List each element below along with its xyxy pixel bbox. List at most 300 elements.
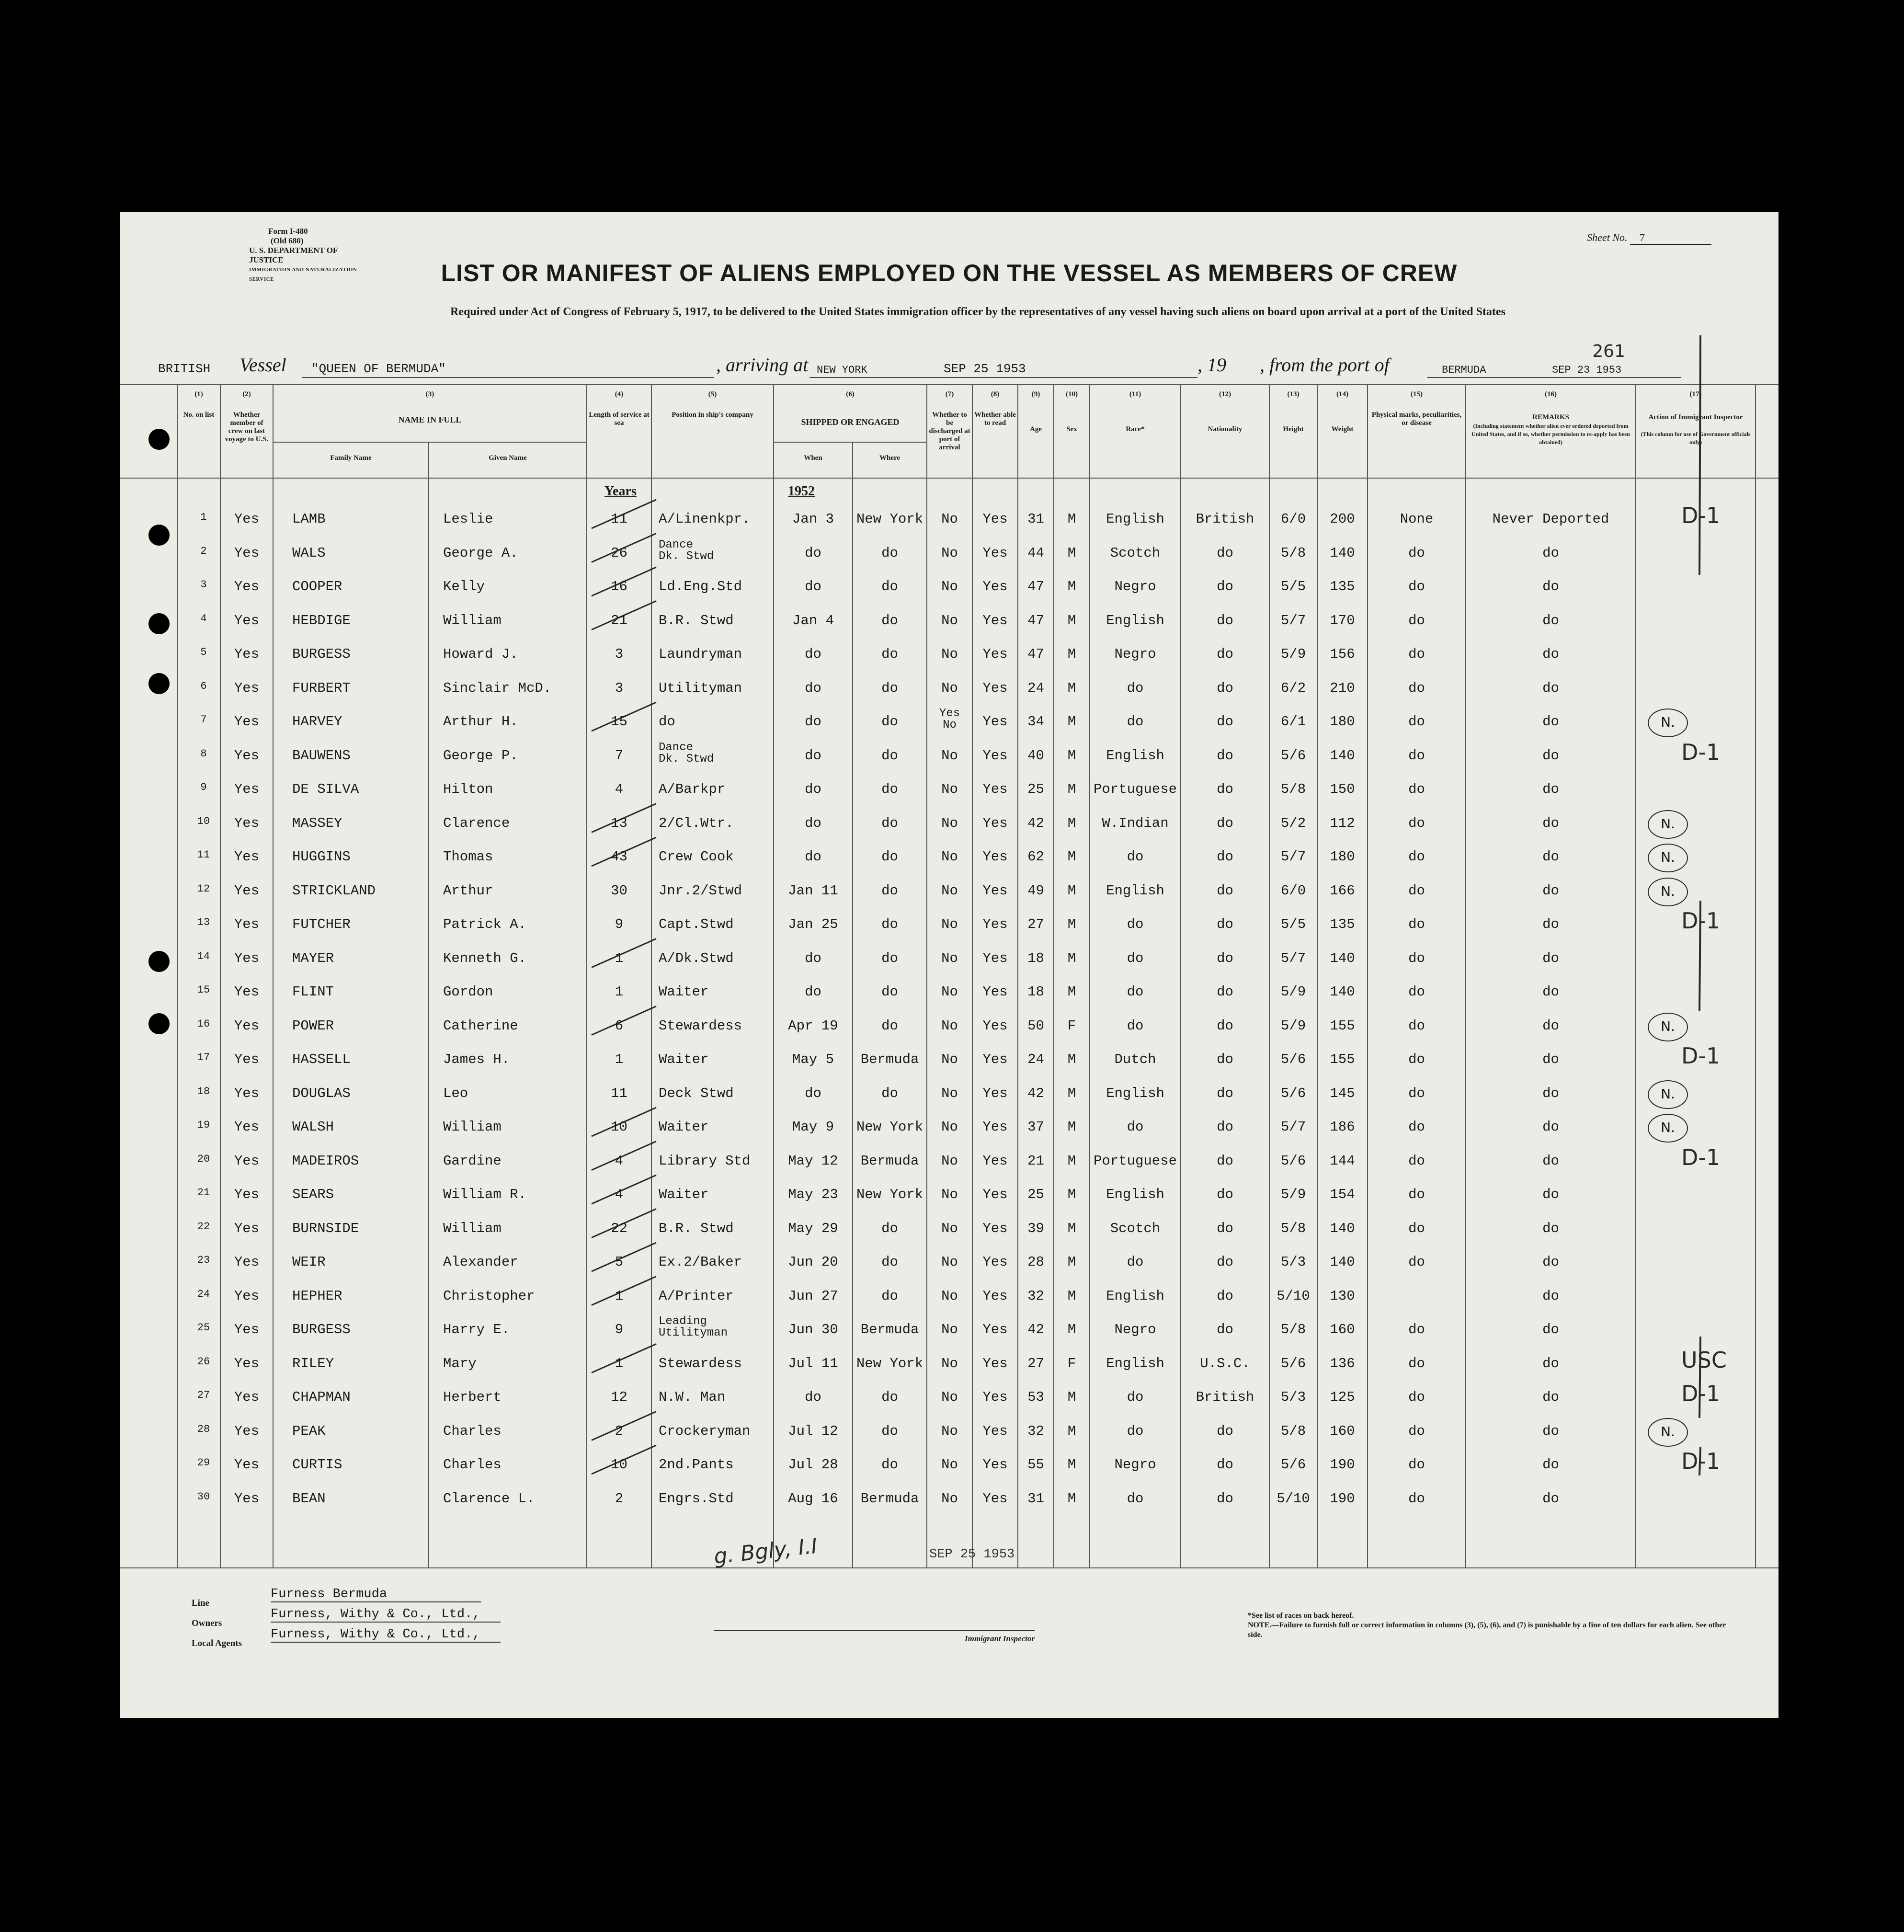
cell-age: 47 [1027,579,1044,594]
cell-nationality: do [1217,1423,1233,1439]
cell-given: George A. [443,545,518,561]
cell-given: Leo [443,1085,468,1101]
cell-race: do [1127,1119,1144,1135]
cell-service: 10 [611,1119,627,1135]
cell-discharge: No [941,747,958,764]
cell-nationality: do [1217,612,1233,629]
c14-number: (14) [1336,390,1348,398]
cell-position: 2/Cl.Wtr. [659,815,734,831]
cell-age: 47 [1027,612,1044,629]
cell-position: Crew Cook [659,849,734,865]
cell-no: 25 [197,1322,210,1334]
cell-no: 8 [200,747,207,760]
inspector-action-mark: N. [1648,709,1688,737]
cell-given: Arthur [443,882,493,899]
cell-position: Laundryman [659,646,742,662]
cell-position: Engrs.Std [659,1490,734,1507]
c8-label: Whether able to read [974,411,1016,427]
cell-service: 12 [611,1389,627,1405]
cell-last: Yes [234,545,260,561]
cell-age: 39 [1027,1220,1044,1236]
cell-weight: 210 [1330,680,1355,696]
cell-height: 6/1 [1280,714,1306,730]
cell-nationality: do [1217,1153,1233,1169]
cell-when: do [805,1085,821,1101]
c7-label: Whether to be discharged at port of arrival [929,411,970,451]
cell-remarks: do [1542,1254,1559,1270]
cell-where: do [881,680,898,696]
cell-race: Negro [1114,1457,1156,1473]
cell-where: do [881,1423,898,1439]
cell-service: 1 [615,984,624,1000]
cell-sex: F [1067,1355,1076,1372]
inspector-action-mark: N. [1648,1013,1688,1041]
cell-service: 21 [611,612,627,629]
cell-sex: M [1067,1254,1076,1270]
cell-family: MADEIROS [292,1153,359,1169]
cell-discharge: No [941,882,958,899]
cell-age: 40 [1027,747,1044,764]
cell-read: Yes [982,1017,1008,1034]
cell-nationality: do [1217,950,1233,966]
cell-age: 24 [1027,680,1044,696]
cell-given: Thomas [443,849,493,865]
cell-discharge: No [941,1085,958,1101]
cell-height: 5/8 [1280,1220,1306,1236]
cell-marks: do [1408,1017,1425,1034]
punch-hole [148,429,170,450]
c16-label: REMARKS [1532,413,1569,421]
cell-read: Yes [982,545,1008,561]
cell-height: 6/0 [1280,511,1306,527]
cell-weight: 170 [1330,612,1355,629]
cell-position: Stewardess [659,1355,742,1372]
cell-where: do [881,545,898,561]
cell-discharge: No [941,1288,958,1304]
cell-no: 23 [197,1254,210,1266]
cell-service: 6 [615,1017,624,1034]
cell-when: do [805,849,821,865]
cell-age: 32 [1027,1423,1044,1439]
cell-height: 5/9 [1280,984,1306,1000]
cell-no: 26 [197,1355,210,1368]
cell-service: 15 [611,714,627,730]
cell-family: FUTCHER [292,916,351,932]
cell-marks: do [1408,950,1425,966]
reference-number: 261 [1592,342,1625,361]
cell-read: Yes [982,950,1008,966]
cell-weight: 140 [1330,545,1355,561]
cell-marks: do [1408,1322,1425,1338]
cell-service: 3 [615,680,624,696]
cell-read: Yes [982,1119,1008,1135]
cell-age: 25 [1027,1187,1044,1202]
cell-nationality: do [1217,1017,1233,1034]
cell-no: 9 [200,781,207,793]
cell-discharge: No [941,1017,958,1034]
cell-race: Negro [1114,646,1156,662]
cell-marks: do [1408,579,1425,594]
inspector-action-mark: USC [1681,1347,1727,1373]
cell-last: Yes [234,1457,260,1473]
cell-age: 18 [1027,984,1044,1000]
c6-where-label: Where [879,454,901,462]
cell-position: Library Std [659,1153,751,1169]
cell-discharge: No [941,984,958,1000]
cell-family: WALSH [292,1119,334,1135]
cell-last: Yes [234,680,260,696]
cell-when: May 29 [788,1220,838,1236]
cell-age: 37 [1027,1119,1044,1135]
cell-marks: do [1408,781,1425,797]
cell-family: WEIR [292,1254,326,1270]
cell-where: do [881,916,898,932]
cell-when: Jan 11 [788,882,838,899]
cell-read: Yes [982,1490,1008,1507]
cell-marks: do [1408,1220,1425,1236]
cell-discharge: No [941,950,958,966]
cell-position: Waiter [659,1187,709,1202]
cell-marks: do [1408,815,1425,831]
cell-remarks: do [1542,781,1559,797]
cell-sex: M [1067,849,1076,865]
cell-where: do [881,849,898,865]
cell-weight: 135 [1330,579,1355,594]
cell-nationality: do [1217,545,1233,561]
cell-given: Patrick A. [443,916,527,932]
c10-number: (10) [1066,390,1078,398]
cell-race: Negro [1114,1322,1156,1338]
c3-number: (3) [425,390,434,398]
form-old-number: (Old 680) [271,236,304,245]
cell-race: Dutch [1114,1052,1156,1067]
cell-discharge: No [941,1355,958,1372]
cell-remarks: do [1542,680,1559,696]
cell-nationality: do [1217,1220,1233,1236]
cell-weight: 186 [1330,1119,1355,1135]
cell-race: English [1106,511,1164,527]
cell-sex: M [1067,1288,1076,1304]
cell-no: 1 [200,511,207,523]
cell-read: Yes [982,882,1008,899]
cell-family: CURTIS [292,1457,342,1473]
cell-read: Yes [982,1457,1008,1473]
cell-marks: do [1408,1423,1425,1439]
cell-position: Jnr.2/Stwd [659,882,742,899]
cell-position: A/Dk.Stwd [659,950,734,966]
cell-no: 19 [197,1119,210,1131]
cell-service: 10 [611,1457,627,1473]
years-subhead: Years [604,484,637,499]
cell-service: 4 [615,1153,624,1169]
line-value: Furness Bermuda [271,1587,481,1602]
cell-age: 49 [1027,882,1044,899]
cell-weight: 140 [1330,950,1355,966]
cell-discharge: No [941,1457,958,1473]
cell-nationality: do [1217,815,1233,831]
cell-last: Yes [234,1119,260,1135]
cell-discharge: No [941,1490,958,1507]
cell-sex: M [1067,1490,1076,1507]
c6-number: (6) [846,390,855,398]
cell-read: Yes [982,1423,1008,1439]
cell-family: BURGESS [292,646,351,662]
cell-age: 50 [1027,1017,1044,1034]
cell-where: do [881,781,898,797]
c16-number: (16) [1545,390,1557,398]
cell-weight: 136 [1330,1355,1355,1372]
c17-label: Action of Immigrant Inspector [1648,413,1743,421]
cell-where: Bermuda [860,1153,919,1169]
cell-nationality: do [1217,1085,1233,1101]
inspector-action-mark: N. [1648,1418,1688,1447]
cell-marks: do [1408,714,1425,730]
page-title: LIST OR MANIFEST OF ALIENS EMPLOYED ON THE VESSEL AS MEMBERS OF CREW [441,260,1458,286]
cell-age: 47 [1027,646,1044,662]
c3-label: NAME IN FULL [398,415,462,424]
cell-marks: do [1408,1052,1425,1067]
cell-where: New York [856,1119,923,1135]
cell-service: 4 [615,781,624,797]
cell-last: Yes [234,1490,260,1507]
cell-position: Ex.2/Baker [659,1254,742,1270]
c2-label: Whether member of crew on last voyage to U.S. [225,411,269,443]
punch-hole [148,525,170,546]
cell-remarks: do [1542,1322,1559,1338]
cell-remarks: do [1542,747,1559,764]
cell-when: do [805,545,821,561]
cell-height: 5/8 [1280,781,1306,797]
year-label: , 19 [1197,354,1226,376]
cell-where: Bermuda [860,1490,919,1507]
cell-family: RILEY [292,1355,334,1372]
cell-discharge: No [941,511,958,527]
cell-weight: 156 [1330,646,1355,662]
cell-race: English [1106,1288,1164,1304]
cell-position: Deck Stwd [659,1085,734,1101]
cell-nationality: do [1217,747,1233,764]
cell-weight: 180 [1330,714,1355,730]
cell-when: Jul 11 [788,1355,838,1372]
cell-sex: M [1067,545,1076,561]
cell-no: 22 [197,1220,210,1233]
cell-when: do [805,984,821,1000]
cell-service: 9 [615,916,624,932]
cell-height: 5/9 [1280,646,1306,662]
inspector-signature-line: Immigrant Inspector [714,1630,1035,1644]
cell-when: do [805,680,821,696]
cell-read: Yes [982,714,1008,730]
cell-service: 1 [615,1355,624,1372]
cell-weight: 130 [1330,1288,1355,1304]
cell-service: 7 [615,747,624,764]
c17-number: (17) [1689,390,1702,398]
arrival-date: SEP 25 1953 [944,362,1026,376]
cell-remarks: do [1542,916,1559,932]
cell-last: Yes [234,1220,260,1236]
cell-where: do [881,612,898,629]
cell-last: Yes [234,1288,260,1304]
cell-nationality: do [1217,1490,1233,1507]
cell-marks: do [1408,916,1425,932]
cell-where: do [881,1389,898,1405]
cell-sex: M [1067,815,1076,831]
cell-position: B.R. Stwd [659,612,734,629]
cell-family: BEAN [292,1490,326,1507]
cell-discharge: No [941,612,958,629]
cell-age: 53 [1027,1389,1044,1405]
service: IMMIGRATION AND NATURALIZATION SERVICE [249,267,357,282]
arriving-label: , arriving at [716,354,809,376]
cell-marks: do [1408,1119,1425,1135]
cell-last: Yes [234,1017,260,1034]
cell-sex: M [1067,680,1076,696]
inspector-action-mark: N. [1648,1080,1688,1109]
cell-remarks: do [1542,1490,1559,1507]
cell-family: DOUGLAS [292,1085,351,1101]
cell-read: Yes [982,646,1008,662]
cell-marks: do [1408,747,1425,764]
cell-weight: 145 [1330,1085,1355,1101]
cell-given: Gordon [443,984,493,1000]
cell-family: LAMB [292,511,326,527]
cell-height: 6/0 [1280,882,1306,899]
cell-sex: M [1067,646,1076,662]
cell-nationality: do [1217,1322,1233,1338]
cell-marks: do [1408,1254,1425,1270]
cell-service: 1 [615,950,624,966]
cell-height: 5/7 [1280,849,1306,865]
cell-when: do [805,747,821,764]
cell-position: Waiter [659,1119,709,1135]
cell-age: 27 [1027,916,1044,932]
cell-height: 6/2 [1280,680,1306,696]
cell-remarks: do [1542,1355,1559,1372]
cell-weight: 190 [1330,1490,1355,1507]
cell-remarks: do [1542,612,1559,629]
cell-discharge: No [941,1423,958,1439]
c2-number: (2) [242,390,251,398]
cell-family: CHAPMAN [292,1389,351,1405]
cell-discharge: No [941,1254,958,1270]
cell-weight: 140 [1330,984,1355,1000]
cell-discharge: No [941,849,958,865]
cell-service: 11 [611,1085,627,1101]
cell-last: Yes [234,950,260,966]
cell-marks: do [1408,612,1425,629]
cell-height: 5/3 [1280,1254,1306,1270]
cell-no: 4 [200,612,207,625]
cell-race: English [1106,882,1164,899]
cell-race: English [1106,1355,1164,1372]
cell-position: Stewardess [659,1017,742,1034]
c12-label: Nationality [1208,425,1243,433]
cell-age: 31 [1027,511,1044,527]
fine-note: NOTE.—Failure to furnish full or correct information in columns (3), (5), (6), and (7) is punishable by a fine of ten dollars for each alien. See other side. [1248,1621,1726,1639]
cell-height: 5/6 [1280,1457,1306,1473]
cell-sex: M [1067,1322,1076,1338]
cell-where: Bermuda [860,1052,919,1067]
manifest-sheet [120,212,1779,1718]
cell-remarks: do [1542,1085,1559,1101]
cell-when: do [805,950,821,966]
cell-age: 18 [1027,950,1044,966]
owners-value: Furness, Withy & Co., Ltd., [271,1607,501,1623]
cell-where: do [881,646,898,662]
cell-height: 5/6 [1280,747,1306,764]
cell-read: Yes [982,1085,1008,1101]
cell-remarks: do [1542,646,1559,662]
cell-service: 2 [615,1423,624,1439]
cell-weight: 125 [1330,1389,1355,1405]
cell-service: 3 [615,646,624,662]
cell-sex: M [1067,579,1076,594]
cell-remarks: do [1542,1153,1559,1169]
cell-race: do [1127,950,1144,966]
cell-weight: 190 [1330,1457,1355,1473]
c5-label: Position in ship's company [672,411,753,419]
cell-given: Catherine [443,1017,518,1034]
vessel-name: "QUEEN OF BERMUDA" [311,362,446,376]
cell-sex: M [1067,1153,1076,1169]
cell-marks: do [1408,1490,1425,1507]
cell-age: 42 [1027,1322,1044,1338]
cell-where: do [881,1457,898,1473]
cell-where: New York [856,511,923,527]
continuation-mark [1699,335,1700,575]
c6-label: SHIPPED OR ENGAGED [801,417,900,427]
c3-family-label: Family Name [330,454,372,462]
cell-when: Jun 30 [788,1322,838,1338]
cell-service: 2 [615,1490,624,1507]
form-number: Form I-480 [268,227,308,236]
c13-label: Height [1283,425,1304,433]
cell-given: Howard J. [443,646,518,662]
cell-age: 24 [1027,1052,1044,1067]
cell-age: 32 [1027,1288,1044,1304]
cell-race: do [1127,1490,1144,1507]
inspector-action-mark: N. [1648,810,1688,839]
cell-height: 5/6 [1280,1085,1306,1101]
cell-given: William [443,1220,502,1236]
cell-weight: 140 [1330,747,1355,764]
cell-remarks: do [1542,1187,1559,1202]
cell-no: 21 [197,1187,210,1199]
cell-read: Yes [982,849,1008,865]
cell-position: 2nd.Pants [659,1457,734,1473]
cell-nationality: do [1217,579,1233,594]
cell-read: Yes [982,612,1008,629]
cell-height: 5/8 [1280,545,1306,561]
cell-service: 43 [611,849,627,865]
cell-marks: None [1400,511,1434,527]
cell-service: 1 [615,1288,624,1304]
cell-remarks: do [1542,1119,1559,1135]
cell-nationality: do [1217,646,1233,662]
cell-age: 25 [1027,781,1044,797]
cell-sex: M [1067,511,1076,527]
cell-last: Yes [234,781,260,797]
cell-read: Yes [982,579,1008,594]
cell-marks: do [1408,1153,1425,1169]
owners-label: Owners [192,1618,222,1628]
cell-race: do [1127,1423,1144,1439]
cell-marks: do [1408,1389,1425,1405]
cell-when: Apr 19 [788,1017,838,1034]
cell-position: Waiter [659,984,709,1000]
cell-when: Jun 27 [788,1288,838,1304]
cell-height: 5/6 [1280,1052,1306,1067]
